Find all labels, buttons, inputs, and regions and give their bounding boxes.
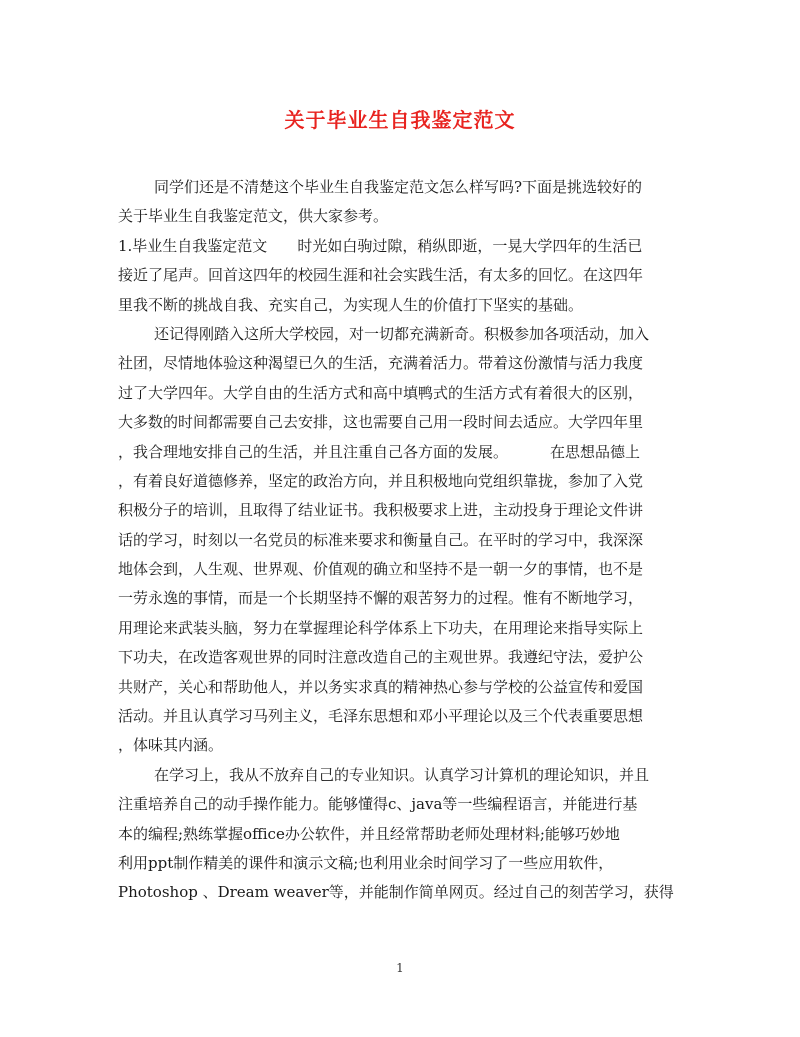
page-number: 1 [396, 961, 404, 975]
section-heading: 1.毕业生自我鉴定范文 [118, 236, 268, 255]
paragraph-line: ，体味其内涵。 [118, 736, 224, 755]
paragraph-line: 过了大学四年。大学自由的生活方式和高中填鸭式的生活方式有着很大的区别， [118, 383, 644, 402]
paragraph-line: 共财产，关心和帮助他人，并以务实求真的精神热心参与学校的公益宣传和爱国 [118, 677, 644, 696]
paragraph-line: 大多数的时间都需要自己去安排，这也需要自己用一段时间去适应。大学四年里 [118, 413, 644, 432]
paragraph-line: 积极分子的培训，且取得了结业证书。我积极要求上进，主动投身于理论文件讲 [118, 501, 644, 520]
paragraph-line: ，有着良好道德修养，坚定的政治方向，并且积极地向党组织靠拢，参加了入党 [118, 471, 644, 490]
paragraph-line [118, 232, 688, 261]
paragraph-line: 社团，尽情地体验这种渴望已久的生活，充满着活力。带着这份激情与活力我度 [118, 354, 644, 373]
paragraph-line: 活动。并且认真学习马列主义，毛泽东思想和邓小平理论以及三个代表重要思想 [118, 707, 644, 726]
paragraph-line: 利用ppt制作精美的课件和演示文稿;也利用业余时间学习了一些应用软件， [118, 853, 614, 872]
paragraph-text: ，我合理地安排自己的生活，并且注重自己各方面的发展。 [118, 442, 509, 461]
paragraph-line: 话的学习，时刻以一名党员的标准来要求和衡量自己。在平时的学习中，我深深 [118, 530, 644, 549]
paragraph-line: 地体会到，人生观、世界观、价值观的确立和坚持不是一朝一夕的事情，也不是 [118, 560, 644, 579]
paragraph-line: Photoshop 、Dream weaver等，并能制作简单网页。经过自己的刻苦学习，获得 [118, 883, 674, 902]
paragraph-line: 里我不断的挑战自我、充实自己，为实现人生的价值打下坚实的基础。 [118, 295, 584, 314]
paragraph-line: 注重培养自己的动手操作能力。能够懂得c、java等一些编程语言，并能进行基 [118, 795, 638, 814]
paragraph-line: 关于毕业生自我鉴定范文，供大家参考。 [118, 207, 389, 226]
paragraph-line: 一劳永逸的事情，而是一个长期坚持不懈的艰苦努力的过程。惟有不断地学习， [118, 589, 644, 608]
paragraph-line: 在学习上，我从不放弃自己的专业知识。认真学习计算机的理论知识，并且 [154, 765, 650, 784]
paragraph-text: 时光如白驹过隙，稍纵即逝，一晃大学四年的生活已 [297, 236, 643, 255]
paragraph-line: 本的编程;熟练掌握office办公软件，并且经常帮助老师处理材料;能够巧妙地 [118, 824, 620, 843]
paragraph-line: 还记得刚踏入这所大学校园，对一切都充满新奇。积极参加各项活动，加入 [154, 324, 650, 343]
paragraph-line: 同学们还是不清楚这个毕业生自我鉴定范文怎么样写吗?下面是挑选较好的 [154, 178, 643, 196]
paragraph-line: 接近了尾声。回首这四年的校园生涯和社会实践生活，有太多的回忆。在这四年 [118, 266, 644, 285]
paragraph-text: 在思想品德上 [550, 442, 641, 461]
document-body [118, 173, 688, 908]
document-title: 关于毕业生自我鉴定范文 [284, 108, 516, 132]
paragraph-line: 用理论来武装头脑，努力在掌握理论科学体系上下功夫，在用理论来指导实际上 [118, 618, 644, 637]
paragraph-line [118, 438, 688, 467]
paragraph-line: 下功夫，在改造客观世界的同时注意改造自己的主观世界。我遵纪守法，爱护公 [118, 648, 644, 667]
